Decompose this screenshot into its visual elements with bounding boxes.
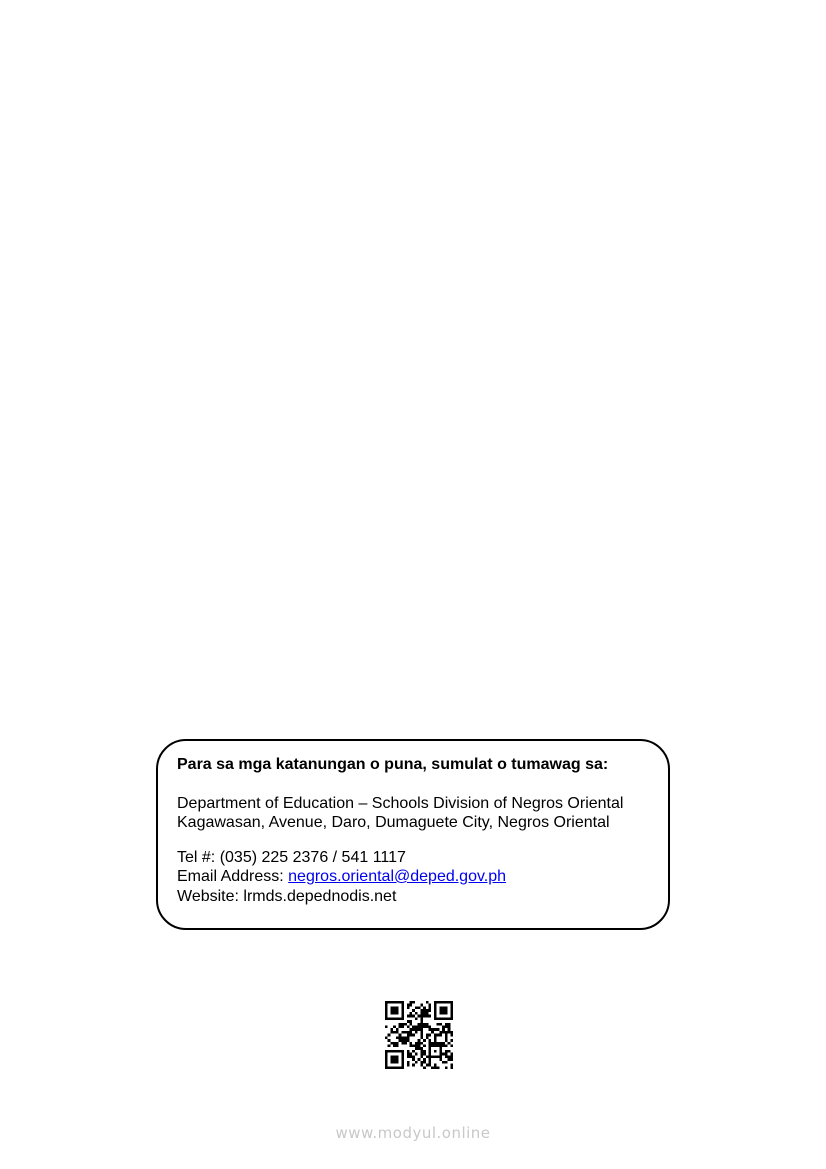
address-block xyxy=(177,794,658,833)
email-line xyxy=(177,867,658,887)
footer-watermark: www.modyul.online xyxy=(335,1124,491,1142)
email-link[interactable]: negros.oriental@deped.gov.ph xyxy=(288,868,507,885)
contact-info-box xyxy=(156,739,670,930)
website-line: Website: lrmds.depednodis.net xyxy=(177,887,397,905)
address-line-2: Kagawasan, Avenue, Daro, Dumaguete City, Negros Oriental xyxy=(177,814,610,831)
telephone-line: Tel #: (035) 225 2376 / 541 1117 xyxy=(177,848,406,866)
qr-code-icon xyxy=(385,1001,453,1069)
contact-info-content xyxy=(177,755,658,906)
email-label: Email Address: xyxy=(177,868,289,885)
address-line-1: Department of Education – Schools Division of Negros Oriental xyxy=(177,794,624,812)
contact-heading: Para sa mga katanungan o puna, sumulat o tumawag sa: xyxy=(177,756,609,773)
